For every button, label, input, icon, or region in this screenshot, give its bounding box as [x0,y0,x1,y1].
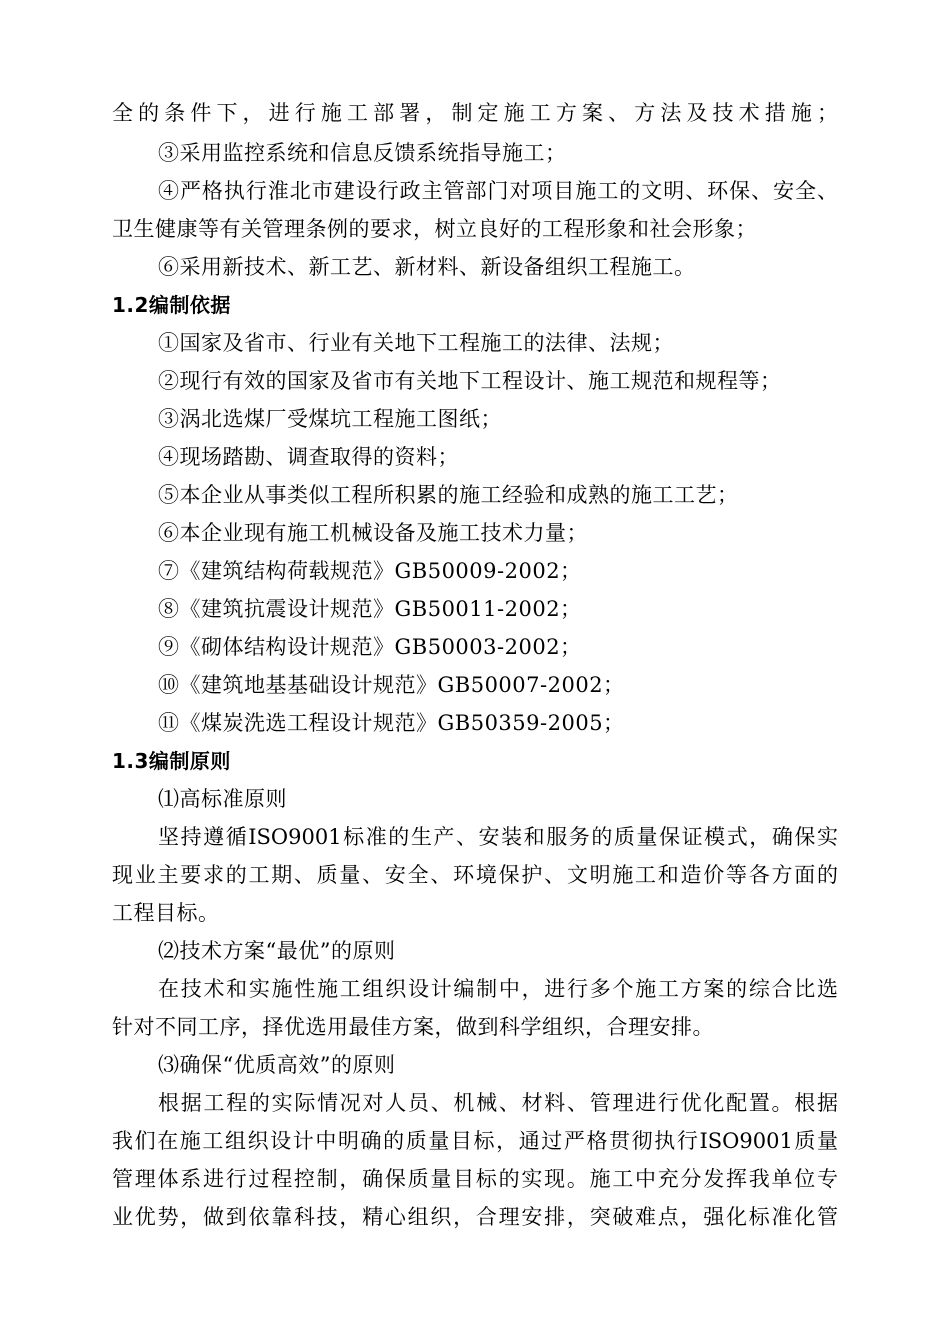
list-item: ③涡北选煤厂受煤坑工程施工图纸； [158,407,502,431]
body-text-line: 针对不同工序，择优选用最佳方案，做到科学组织，合理安排。 [112,1015,714,1039]
body-text-line: 管理体系进行过程控制，确保质量目标的实现。施工中充分发挥我单位专 [112,1167,838,1191]
body-text-line: 全的条件下，进行施工部署，制定施工方案、方法及技术措施； [112,101,838,125]
list-item: ⑧《建筑抗震设计规范》GB50011-2002； [158,597,582,621]
list-item: ⑦《建筑结构荷载规范》GB50009-2002； [158,559,582,583]
body-text-line: 工程目标。 [112,901,220,925]
section-heading: 1.3编制原则 [112,749,231,773]
list-item: ④现场踏勘、调查取得的资料； [158,445,459,469]
list-item: ⑥采用新技术、新工艺、新材料、新设备组织工程施工。 [158,255,696,279]
body-text-line: 根据工程的实际情况对人员、机械、材料、管理进行优化配置。根据 [158,1091,838,1115]
list-item: ⑪《煤炭洗选工程设计规范》GB50359-2005； [158,711,625,735]
section-heading: 1.2编制依据 [112,293,231,317]
list-item: ⑤本企业从事类似工程所积累的施工经验和成熟的施工工艺； [158,483,739,507]
list-item: ③采用监控系统和信息反馈系统指导施工； [158,141,567,165]
list-item: ⑥本企业现有施工机械设备及施工技术力量； [158,521,588,545]
list-item: ④严格执行淮北市建设行政主管部门对项目施工的文明、环保、安全、 [158,179,838,203]
body-text-line: 现业主要求的工期、质量、安全、环境保护、文明施工和造价等各方面的 [112,863,838,887]
list-item: ②现行有效的国家及省市有关地下工程设计、施工规范和规程等； [158,369,782,393]
body-text-line: 业优势，做到依靠科技，精心组织，合理安排，突破难点，强化标准化管 [112,1205,838,1229]
subsection-title: ⑶确保“优质高效”的原则 [158,1053,396,1077]
subsection-title: ⑵技术方案“最优”的原则 [158,939,396,963]
list-item: ⑩《建筑地基基础设计规范》GB50007-2002； [158,673,625,697]
body-text-line: 在技术和实施性施工组织设计编制中，进行多个施工方案的综合比选 [158,977,838,1001]
body-text-line: 卫生健康等有关管理条例的要求，树立良好的工程形象和社会形象； [112,217,757,241]
body-text-line: 我们在施工组织设计中明确的质量目标，通过严格贯彻执行ISO9001质量 [112,1129,838,1153]
list-item: ①国家及省市、行业有关地下工程施工的法律、法规； [158,331,674,355]
subsection-title: ⑴高标准原则 [158,787,287,811]
body-text-line: 坚持遵循ISO9001标准的生产、安装和服务的质量保证模式，确保实 [158,825,838,849]
list-item: ⑨《砌体结构设计规范》GB50003-2002； [158,635,582,659]
